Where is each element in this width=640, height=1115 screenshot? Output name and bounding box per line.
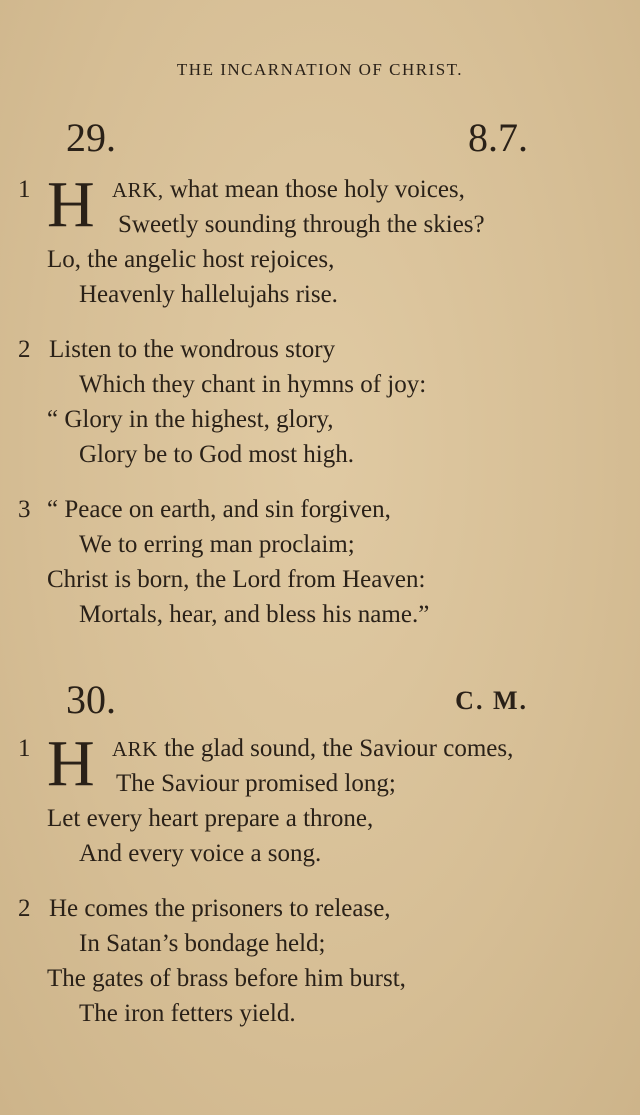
verse-line: The Saviour promised long; [116,770,396,797]
first-line-rest: what mean those holy voices, [163,176,465,203]
running-head: THE INCARNATION OF CHRIST. [176,60,464,79]
verse-number: 2 [18,336,31,363]
verse-number: 1 [18,735,31,762]
first-word-caps: ARK, [112,178,164,202]
hymn-number: 30. [66,677,116,722]
verse-line: We to erring man proclaim; [79,531,355,558]
verse-line: Mortals, hear, and bless his name.” [79,601,430,628]
hymn-30-header [66,676,528,726]
verse-line: In Satan’s bondage held; [79,930,326,957]
verse-number: 2 [18,895,31,922]
hymn-meter: C. M. [455,686,528,715]
drop-cap: H [47,168,95,241]
verse-line: He comes the prisoners to release, [49,895,391,922]
verse-line: “ Glory in the highest, glory, [47,406,334,433]
verse-line: Listen to the wondrous story [49,336,336,363]
hymn-number: 29. [66,115,116,160]
verse-line: Let every heart prepare a throne, [47,805,374,832]
drop-cap: H [47,727,95,800]
hymn-meter: 8.7. [468,115,528,160]
verse-line: Lo, the angelic host rejoices, [47,246,335,273]
verse-line [112,176,465,204]
verse-line [112,735,513,763]
verse-line: And every voice a song. [79,840,322,867]
verse-line: Christ is born, the Lord from Heaven: [47,566,426,593]
verse-line: The iron fetters yield. [79,1000,296,1027]
verse-line: Which they chant in hymns of joy: [79,371,427,398]
hymn-29-header [66,114,528,164]
verse-number: 3 [18,496,31,523]
verse-line: Sweetly sounding through the skies? [118,211,485,238]
first-line-rest: the glad sound, the Saviour comes, [157,735,514,762]
verse-line: “ Peace on earth, and sin forgiven, [47,496,391,523]
verse-line: The gates of brass before him burst, [47,965,406,992]
verse-line: Glory be to God most high. [79,441,354,468]
first-word-caps: ARK [112,737,158,761]
verse-number: 1 [18,176,31,203]
verse-line: Heavenly hallelujahs rise. [79,281,338,308]
